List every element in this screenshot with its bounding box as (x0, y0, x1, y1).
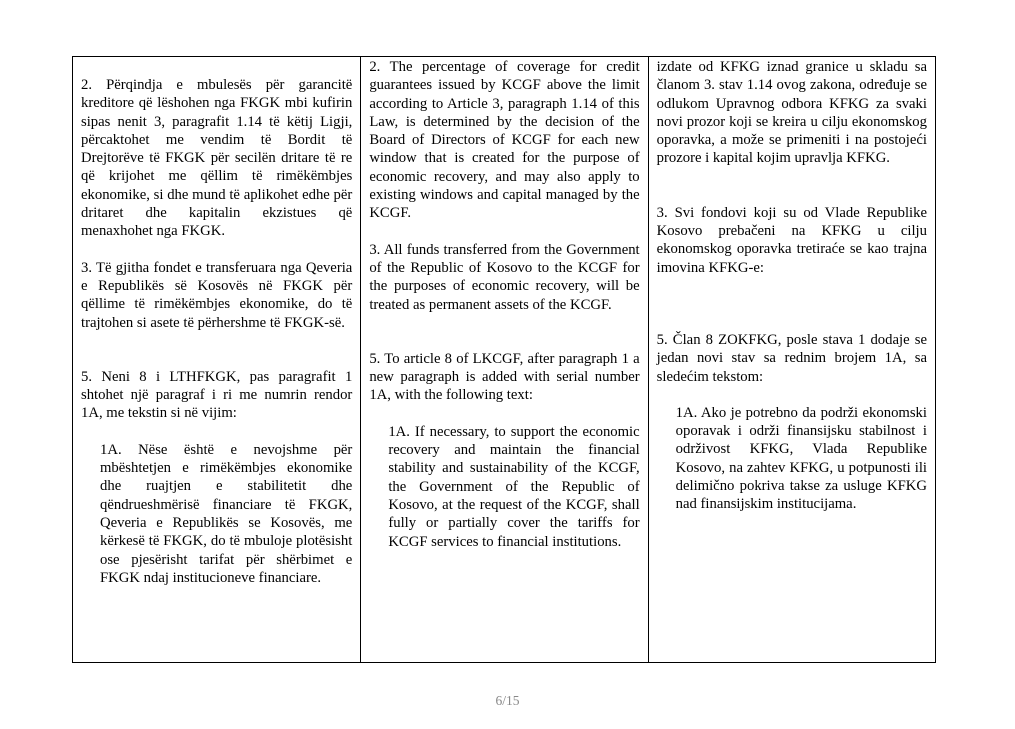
albanian-column (73, 57, 360, 662)
english-column (360, 57, 647, 662)
albanian-paragraph-3: 3. Të gjitha fondet e transferuara nga Qeveria e Republikës së Kosovës në FKGK për qëllime të rimëkëmbjes ekonomike, do të trajtohen si asete të përhershme të FKGK-së. (81, 259, 353, 331)
english-paragraph-1a: 1A. If necessary, to support the economic recovery and maintain the financial stability and sustainability of the KCGF, the Government of the Republic of Kosovo, at the request of the KCGF, shall fully or partially cover the tariffs for KCGF services to financial institutions. (388, 423, 640, 550)
serbian-paragraph-5: 5. Član 8 ZOKFKG, posle stava 1 dodaje se jedan novi stav sa rednim brojem 1A, sa sledećim tekstom: (656, 331, 927, 385)
english-paragraph-2: 2. The percentage of coverage for credit guarantees issued by KCGF above the limit according to Article 3, paragraph 1.14 of this Law, is determined by the decision of the Board of Directors of KCGF for each new window that is created for the purpose of economic recovery, and may also apply to existing windows and capital managed by the KCGF. (369, 59, 640, 222)
albanian-paragraph-1a: 1A. Nëse është e nevojshme për mbështetjen e rimëkëmbjes ekonomike dhe ruajtjen e stabilitetit dhe qëndrueshmërisë financiare të FKGK, Qeveria e Republikës se Kosovës, me kërkesë të FKGK, do të mbuloje plotësisht ose pjesërisht tarifat për shërbimet e FKGK ndaj institucioneve financiare. (100, 441, 353, 586)
serbian-paragraph-1a: 1A. Ako je potrebno da podrži ekonomski oporavak i održi finansijsku stabilnost i održivost KFKG, Vlada Republike Kosovo, na zahtev KFKG, u potpunosti ili delimično pokriva takse za usluge KFKG nad finansijskim institucijama. (675, 404, 927, 513)
page-number: 6/15 (495, 693, 520, 708)
serbian-paragraph-2-continued: izdate od KFKG iznad granice u skladu sa članom 3. stav 1.14 ovog zakona, određuje se odlukom Upravnog odbora KFKG za svaki novi prozor koji se kreira u cilju ekonomskog oporavka, a može se primeniti i na postojeći prozore i kapital kojim upravlja KFKG. (656, 59, 927, 167)
albanian-paragraph-2: 2. Përqindja e mbulesës për garancitë kreditore që lëshohen nga FKGK mbi kufirin sipas nenit 3, paragrafit 1.14 të këtij Ligji, përcaktohet me vendim të Bordit të Drejtorëve të FKGK për secilën dritare të re që krijohet me qëllim të rimëkëmbjes ekonomike, si dhe mund të aplikohet edhe për dritaret dhe kapitalin ekzistues që menaxhohet nga FKGK. (81, 77, 353, 240)
albanian-paragraph-5: 5. Neni 8 i LTHFKGK, pas paragrafit 1 shtohet një paragraf i ri me numrin rendor 1A, me tekstin si në vijim: (81, 368, 353, 422)
english-paragraph-5: 5. To article 8 of LKCGF, after paragraph 1 a new paragraph is added with serial number 1A, with the following text: (369, 350, 640, 404)
serbian-column (648, 57, 935, 662)
serbian-paragraph-3: 3. Svi fondovi koji su od Vlade Republike Kosovo prebačeni na KFKG u cilju ekonomskog oporavka tretiraće se kao trajna imovina KFKG-e: (656, 204, 927, 276)
trilingual-law-table (72, 56, 936, 663)
english-paragraph-3: 3. All funds transferred from the Government of the Republic of Kosovo to the KCGF for the purposes of economic recovery, will be treated as permanent assets of the KCGF. (369, 241, 640, 313)
